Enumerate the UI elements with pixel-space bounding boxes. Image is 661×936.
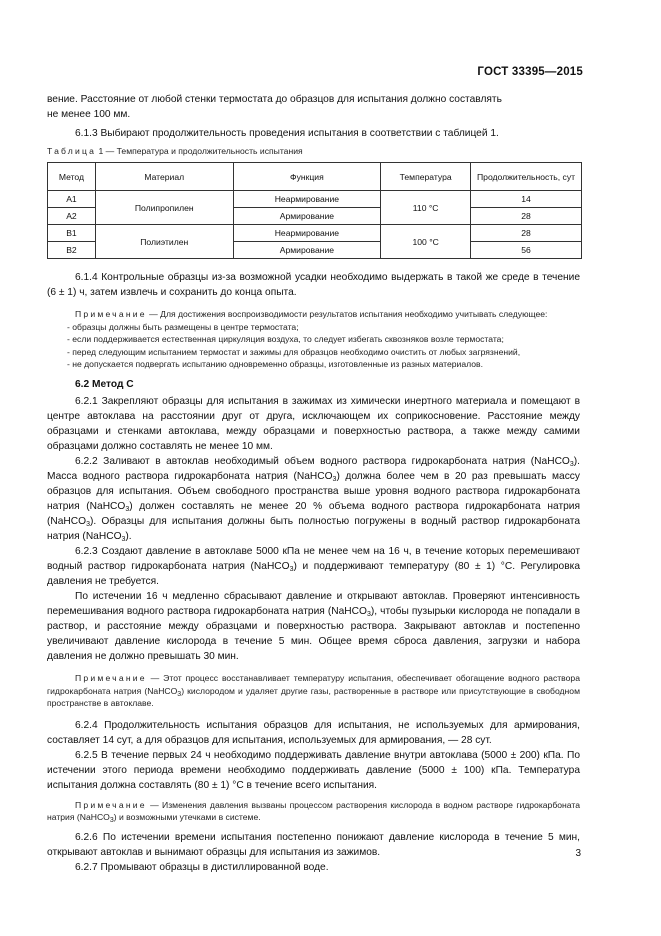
column-header: Материал	[95, 163, 233, 191]
subscript: 3	[86, 520, 90, 528]
subscript: 3	[125, 505, 130, 513]
text-run: ) кислородом и удаляет другие газы, растворенные в растворе или присутствующие в свободном пространстве в автоклаве.	[47, 685, 580, 709]
text-run: 6.2.3 Создают давление в автоклаве 5000 кПа не менее чем на 16 ч, в течение которых перемешивают водный раствор гидрокарбоната натрия (NaHCO	[47, 545, 580, 572]
test-table	[47, 162, 582, 259]
subscript: 3	[332, 475, 337, 483]
text-run: 6.2.2 Заливают в автоклав необходимый объем водного раствора гидрокарбоната натрия (NaHCO	[75, 455, 570, 467]
subscript: 3	[289, 565, 294, 573]
text-run: — Изменения давления вызваны процессом растворения кислорода в водном растворе гидрокарбоната натрия (NaHCO	[47, 799, 580, 823]
table-header-row	[48, 163, 582, 191]
note-label: Примечание	[75, 799, 147, 810]
subscript: 3	[109, 817, 114, 825]
note-label: Примечание	[75, 309, 147, 319]
continuation-line-1: вение. Расстояние от любой стенки термостата до образцов для испытания должно составлять	[47, 94, 502, 105]
note-list-item: - образцы должны быть размещены в центре термостата;	[67, 321, 299, 332]
body-block	[47, 270, 580, 875]
note-2	[47, 672, 580, 710]
paragraph-6-1-4: 6.1.4 Контрольные образцы из-за возможной усадки необходимо выдержать в такой же среде в течение (6 ± 1) ч, затем извлечь и сохранить до конца опыта.	[47, 272, 580, 298]
table-cell-temperature: 100 °С	[381, 225, 471, 259]
column-header: Функция	[233, 163, 381, 191]
paragraph-6-1-3: 6.1.3 Выбирают продолжительность проведения испытания в соответствии с таблицей 1.	[75, 128, 499, 139]
note-1-intro	[47, 308, 580, 321]
table-cell-function: Неармирование	[233, 225, 381, 242]
text-run: ), чтобы пузырьки кислорода не попадали в раствор, и расстояние между образцами и поверхностью раствора. Закрывают автоклав и постепенно увеличивают давление кислорода в течение 5 мин. Общее время сброса давления, загрузки и набора давления не должно превышать 30 мин.	[47, 605, 580, 662]
table-caption-label: Таблица	[47, 146, 97, 156]
table-cell-function: Неармирование	[233, 191, 381, 208]
table-cell-duration: 28	[471, 225, 582, 242]
paragraph-6-2-2	[47, 454, 580, 544]
note-1	[47, 308, 580, 371]
text-run: ). Образцы для испытания должны быть полностью погружены в водный раствор гидрокарбоната натрия (NaHCO	[47, 515, 580, 542]
table-cell-method: A1	[48, 191, 96, 208]
paragraph-6-2-3-continued	[47, 589, 580, 664]
table-cell-temperature: 110 °С	[381, 191, 471, 225]
paragraph-6-2-3	[47, 544, 580, 589]
note-text: — Для достижения воспроизводимости результатов испытания необходимо учитывать следующее:	[146, 309, 548, 319]
paragraph-6-2-5: 6.2.5 В течение первых 24 ч необходимо поддерживать давление внутри автоклава (5000 ± 200) кПа. По истечении этого периода времени необходимо поддерживать давление (5000 ± 100) кПа. Температура испытания должна составлять (80 ± 1) °С в течение всего испытания.	[47, 749, 580, 791]
text-run: — Этот процесс восстанавливает температуру испытания, обеспечивает обогащение водного раствора гидрокарбоната натрия (NaHCO	[47, 672, 580, 696]
column-header: Продолжительность, сут	[471, 163, 582, 191]
section-heading: 6.2 Метод С	[75, 378, 134, 390]
intro-block	[47, 92, 580, 141]
text-run: ). Масса водного раствора гидрокарбоната натрия (NaHCO	[47, 455, 580, 482]
column-header: Метод	[48, 163, 96, 191]
paragraph-6-2-4: 6.2.4 Продолжительность испытания образцов для испытания, не используемых для армирования, составляет 14 сут, а для образцов для испытания, используемых для армирования, — 28 сут.	[47, 719, 580, 746]
subscript: 3	[177, 690, 182, 698]
paragraph-6-2-7: 6.2.7 Промывают образцы в дистиллированной воде.	[75, 861, 329, 873]
table-cell-method: A2	[48, 208, 96, 225]
table-cell-function: Армирование	[233, 208, 381, 225]
table-cell-duration: 56	[471, 242, 582, 259]
table-caption-text: 1 — Температура и продолжительность испытания	[96, 146, 303, 156]
table-row	[48, 191, 582, 208]
text-run: ) и возможными утечками в системе.	[113, 812, 261, 823]
table-cell-method: B1	[48, 225, 96, 242]
table-cell-function: Армирование	[233, 242, 381, 259]
subscript: 3	[366, 610, 371, 618]
text-run: ).	[125, 530, 132, 542]
subscript: 3	[569, 460, 574, 468]
note-3	[47, 799, 580, 824]
text-run: ) должен составлять не менее 20 % объема водного раствора гидрокарбоната натрия (NaHCO	[47, 500, 580, 527]
table-caption	[47, 146, 303, 156]
document-header: ГОСТ 33395—2015	[477, 66, 583, 78]
paragraph-continuation	[47, 92, 580, 122]
text-run: По истечении 16 ч медленно сбрасывают давление и открывают автоклав. Проверяют интенсивность перемешивания водного раствора гидрокарбоната натрия (NaHCO	[47, 590, 580, 617]
continuation-line-2: не менее 100 мм.	[47, 109, 131, 120]
table-cell-duration: 28	[471, 208, 582, 225]
text-run: ) должна более чем в 20 раз превышать массу образцов для испытания. Объем свободного пространства выше уровня водного раствора гидрокарбоната натрия (NaHCO	[47, 470, 580, 512]
table-cell-material: Полипропилен	[95, 191, 233, 225]
page-number: 3	[575, 848, 581, 859]
note-list-item: - не допускается подвергать испытанию одновременно образцы, изготовленные из разных материалов.	[67, 359, 483, 370]
note-label: Примечание	[75, 672, 147, 683]
note-list-item: - если поддерживается естественная циркуляция воздуха, то следует избегать сквозняков возле термостата;	[67, 334, 504, 345]
column-header: Температура	[381, 163, 471, 191]
text-run: ) и поддерживают температуру (80 ± 1) °С. Регулировка давления не требуется.	[47, 560, 580, 587]
paragraph-6-2-6: 6.2.6 По истечении времени испытания постепенно понижают давление кислорода в течение 5 мин, открывают автоклав и вынимают образцы для испытания из зажимов.	[47, 831, 580, 858]
table-row	[48, 225, 582, 242]
table-cell-material: Полиэтилен	[95, 225, 233, 259]
note-list-item: - перед следующим испытанием термостат и зажимы для образцов необходимо очистить от любых загрязнений,	[67, 346, 521, 357]
subscript: 3	[121, 535, 126, 543]
table-cell-duration: 14	[471, 191, 582, 208]
paragraph-6-2-1: 6.2.1 Закрепляют образцы для испытания в зажимах из химически инертного материала и помещают в центре автоклава на расстоянии друг от друга, исключающем их соприкосновение. Расстояние между образцами и стенками автоклава, между образцами и поверхностью раствора, а также между самими образцами должно составлять не менее 10 мм.	[47, 395, 580, 452]
table-cell-method: B2	[48, 242, 96, 259]
